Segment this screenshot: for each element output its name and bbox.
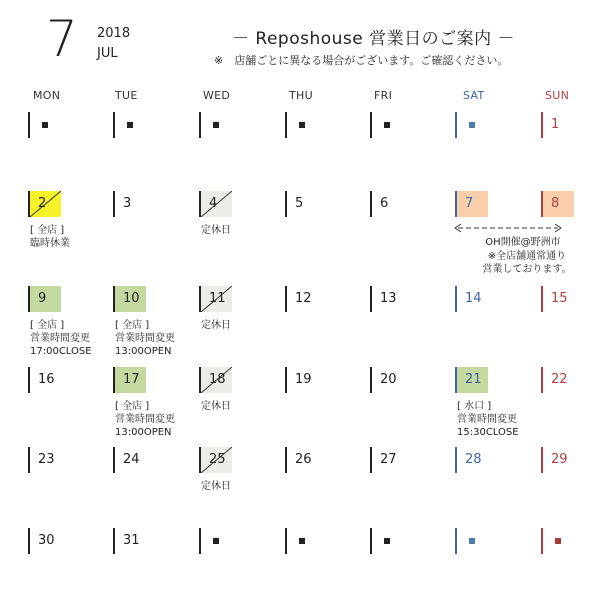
day-divider bbox=[113, 191, 115, 217]
day-number: 5 bbox=[295, 196, 304, 211]
day-cell bbox=[541, 447, 613, 487]
weekday-tue: TUE bbox=[115, 89, 138, 102]
day-note: 営業時間変更 bbox=[115, 414, 175, 425]
day-divider bbox=[28, 112, 30, 138]
day-number: 30 bbox=[38, 533, 55, 548]
day-divider bbox=[455, 286, 457, 312]
day-cell bbox=[370, 286, 450, 326]
day-divider bbox=[285, 286, 287, 312]
day-divider bbox=[455, 447, 457, 473]
day-cell bbox=[113, 191, 193, 231]
day-number: 29 bbox=[551, 452, 568, 467]
day-divider bbox=[370, 528, 372, 554]
day-cell bbox=[28, 367, 108, 407]
store-note: ※ 店舗ごとに異なる場合がございます。ご確認ください。 bbox=[214, 54, 509, 67]
day-number: 11 bbox=[209, 291, 226, 306]
day-number: 14 bbox=[465, 291, 482, 306]
day-divider bbox=[370, 191, 372, 217]
day-cell bbox=[541, 112, 613, 152]
day-number: 26 bbox=[295, 452, 312, 467]
day-number: 15 bbox=[551, 291, 568, 306]
day-divider bbox=[541, 367, 543, 393]
empty-day-marker-icon bbox=[127, 122, 133, 128]
empty-day-cell bbox=[285, 112, 365, 152]
day-note: [ 全店 ] bbox=[30, 320, 65, 331]
day-cell bbox=[28, 528, 108, 568]
year-label: 2018 bbox=[97, 26, 131, 41]
day-number: 25 bbox=[209, 452, 226, 467]
day-number: 24 bbox=[123, 452, 140, 467]
day-divider bbox=[113, 528, 115, 554]
day-divider bbox=[28, 367, 30, 393]
weekday-wed: WED bbox=[203, 89, 231, 102]
open-house-text-3: 営業しております。 bbox=[482, 264, 572, 275]
open-house-text-1: OH開催@野洲市 bbox=[485, 237, 561, 248]
day-number: 21 bbox=[465, 372, 482, 387]
day-note: [ 全店 ] bbox=[30, 225, 65, 236]
day-cell bbox=[285, 367, 365, 407]
weekday-sun: SUN bbox=[545, 89, 570, 102]
weekday-thu: THU bbox=[289, 89, 313, 102]
empty-day-marker-icon bbox=[42, 122, 48, 128]
open-house-arrow bbox=[452, 221, 564, 235]
empty-day-marker-icon bbox=[384, 122, 390, 128]
day-number: 7 bbox=[465, 196, 474, 211]
month-number: 7 bbox=[46, 10, 78, 68]
empty-day-marker-icon bbox=[469, 538, 475, 544]
day-divider bbox=[455, 528, 457, 554]
day-divider bbox=[370, 112, 372, 138]
day-number: 22 bbox=[551, 372, 568, 387]
day-note: 営業時間変更 bbox=[457, 414, 517, 425]
day-note: 13:00OPEN bbox=[115, 427, 172, 438]
page-title: － Reposhouse 営業日のご案内 － bbox=[232, 29, 516, 49]
day-number: 4 bbox=[209, 196, 218, 211]
day-number: 3 bbox=[123, 196, 132, 211]
empty-day-cell bbox=[370, 112, 450, 152]
empty-day-marker-icon bbox=[213, 538, 219, 544]
empty-day-cell bbox=[285, 528, 365, 568]
day-number: 16 bbox=[38, 372, 55, 387]
empty-day-cell bbox=[199, 528, 279, 568]
day-divider bbox=[370, 286, 372, 312]
day-number: 13 bbox=[380, 291, 397, 306]
day-number: 10 bbox=[123, 291, 140, 306]
day-cell bbox=[113, 447, 193, 487]
day-cell bbox=[285, 286, 365, 326]
day-cell bbox=[455, 447, 535, 487]
day-note: [ 全店 ] bbox=[115, 401, 150, 412]
day-divider bbox=[541, 112, 543, 138]
day-divider bbox=[541, 447, 543, 473]
day-divider bbox=[541, 528, 543, 554]
day-divider bbox=[370, 367, 372, 393]
day-note: 営業時間変更 bbox=[30, 333, 90, 344]
empty-day-cell bbox=[199, 112, 279, 152]
day-number: 8 bbox=[551, 196, 560, 211]
day-divider bbox=[113, 447, 115, 473]
day-cell bbox=[113, 528, 193, 568]
day-divider bbox=[28, 528, 30, 554]
day-number: 9 bbox=[38, 291, 47, 306]
empty-day-cell bbox=[370, 528, 450, 568]
day-note: [ 全店 ] bbox=[115, 320, 150, 331]
empty-day-marker-icon bbox=[469, 122, 475, 128]
day-number: 2 bbox=[38, 196, 47, 211]
day-note: 定休日 bbox=[201, 401, 231, 412]
day-number: 6 bbox=[380, 196, 389, 211]
day-number: 18 bbox=[209, 372, 226, 387]
day-note: 臨時休業 bbox=[30, 238, 70, 249]
day-divider bbox=[370, 447, 372, 473]
day-divider bbox=[285, 367, 287, 393]
day-divider bbox=[199, 528, 201, 554]
day-divider bbox=[285, 447, 287, 473]
day-number: 19 bbox=[295, 372, 312, 387]
day-divider bbox=[285, 112, 287, 138]
day-divider bbox=[285, 528, 287, 554]
day-number: 12 bbox=[295, 291, 312, 306]
empty-day-marker-icon bbox=[213, 122, 219, 128]
day-cell bbox=[370, 367, 450, 407]
day-divider bbox=[541, 286, 543, 312]
day-number: 20 bbox=[380, 372, 397, 387]
weekday-sat: SAT bbox=[463, 89, 485, 102]
day-number: 27 bbox=[380, 452, 397, 467]
day-divider bbox=[199, 112, 201, 138]
weekday-fri: FRI bbox=[374, 89, 393, 102]
day-note: 定休日 bbox=[201, 481, 231, 492]
day-divider bbox=[285, 191, 287, 217]
day-number: 1 bbox=[551, 117, 560, 132]
day-number: 17 bbox=[123, 372, 140, 387]
empty-day-cell bbox=[455, 112, 535, 152]
empty-day-cell bbox=[455, 528, 535, 568]
empty-day-cell bbox=[541, 528, 613, 568]
empty-day-cell bbox=[28, 112, 108, 152]
empty-day-marker-icon bbox=[384, 538, 390, 544]
empty-day-marker-icon bbox=[299, 538, 305, 544]
day-cell bbox=[541, 286, 613, 326]
open-house-text-2: ※全店舗通常通り bbox=[487, 251, 567, 262]
day-cell bbox=[541, 367, 613, 407]
day-divider bbox=[113, 112, 115, 138]
day-note: 17:00CLOSE bbox=[30, 346, 92, 357]
day-number: 28 bbox=[465, 452, 482, 467]
empty-day-marker-icon bbox=[299, 122, 305, 128]
empty-day-cell bbox=[113, 112, 193, 152]
empty-day-marker-icon bbox=[555, 538, 561, 544]
day-note: 定休日 bbox=[201, 225, 231, 236]
day-note: 15:30CLOSE bbox=[457, 427, 519, 438]
day-cell bbox=[370, 447, 450, 487]
day-cell bbox=[455, 286, 535, 326]
month-english: JUL bbox=[97, 46, 118, 61]
weekday-mon: MON bbox=[33, 89, 61, 102]
day-cell bbox=[285, 447, 365, 487]
day-note: 13:00OPEN bbox=[115, 346, 172, 357]
day-cell bbox=[28, 447, 108, 487]
day-number: 23 bbox=[38, 452, 55, 467]
day-note: 営業時間変更 bbox=[115, 333, 175, 344]
day-note: 定休日 bbox=[201, 320, 231, 331]
day-divider bbox=[455, 112, 457, 138]
day-note: [ 水口 ] bbox=[457, 401, 492, 412]
day-cell bbox=[285, 191, 365, 231]
day-divider bbox=[28, 447, 30, 473]
day-cell bbox=[370, 191, 450, 231]
day-number: 31 bbox=[123, 533, 140, 548]
